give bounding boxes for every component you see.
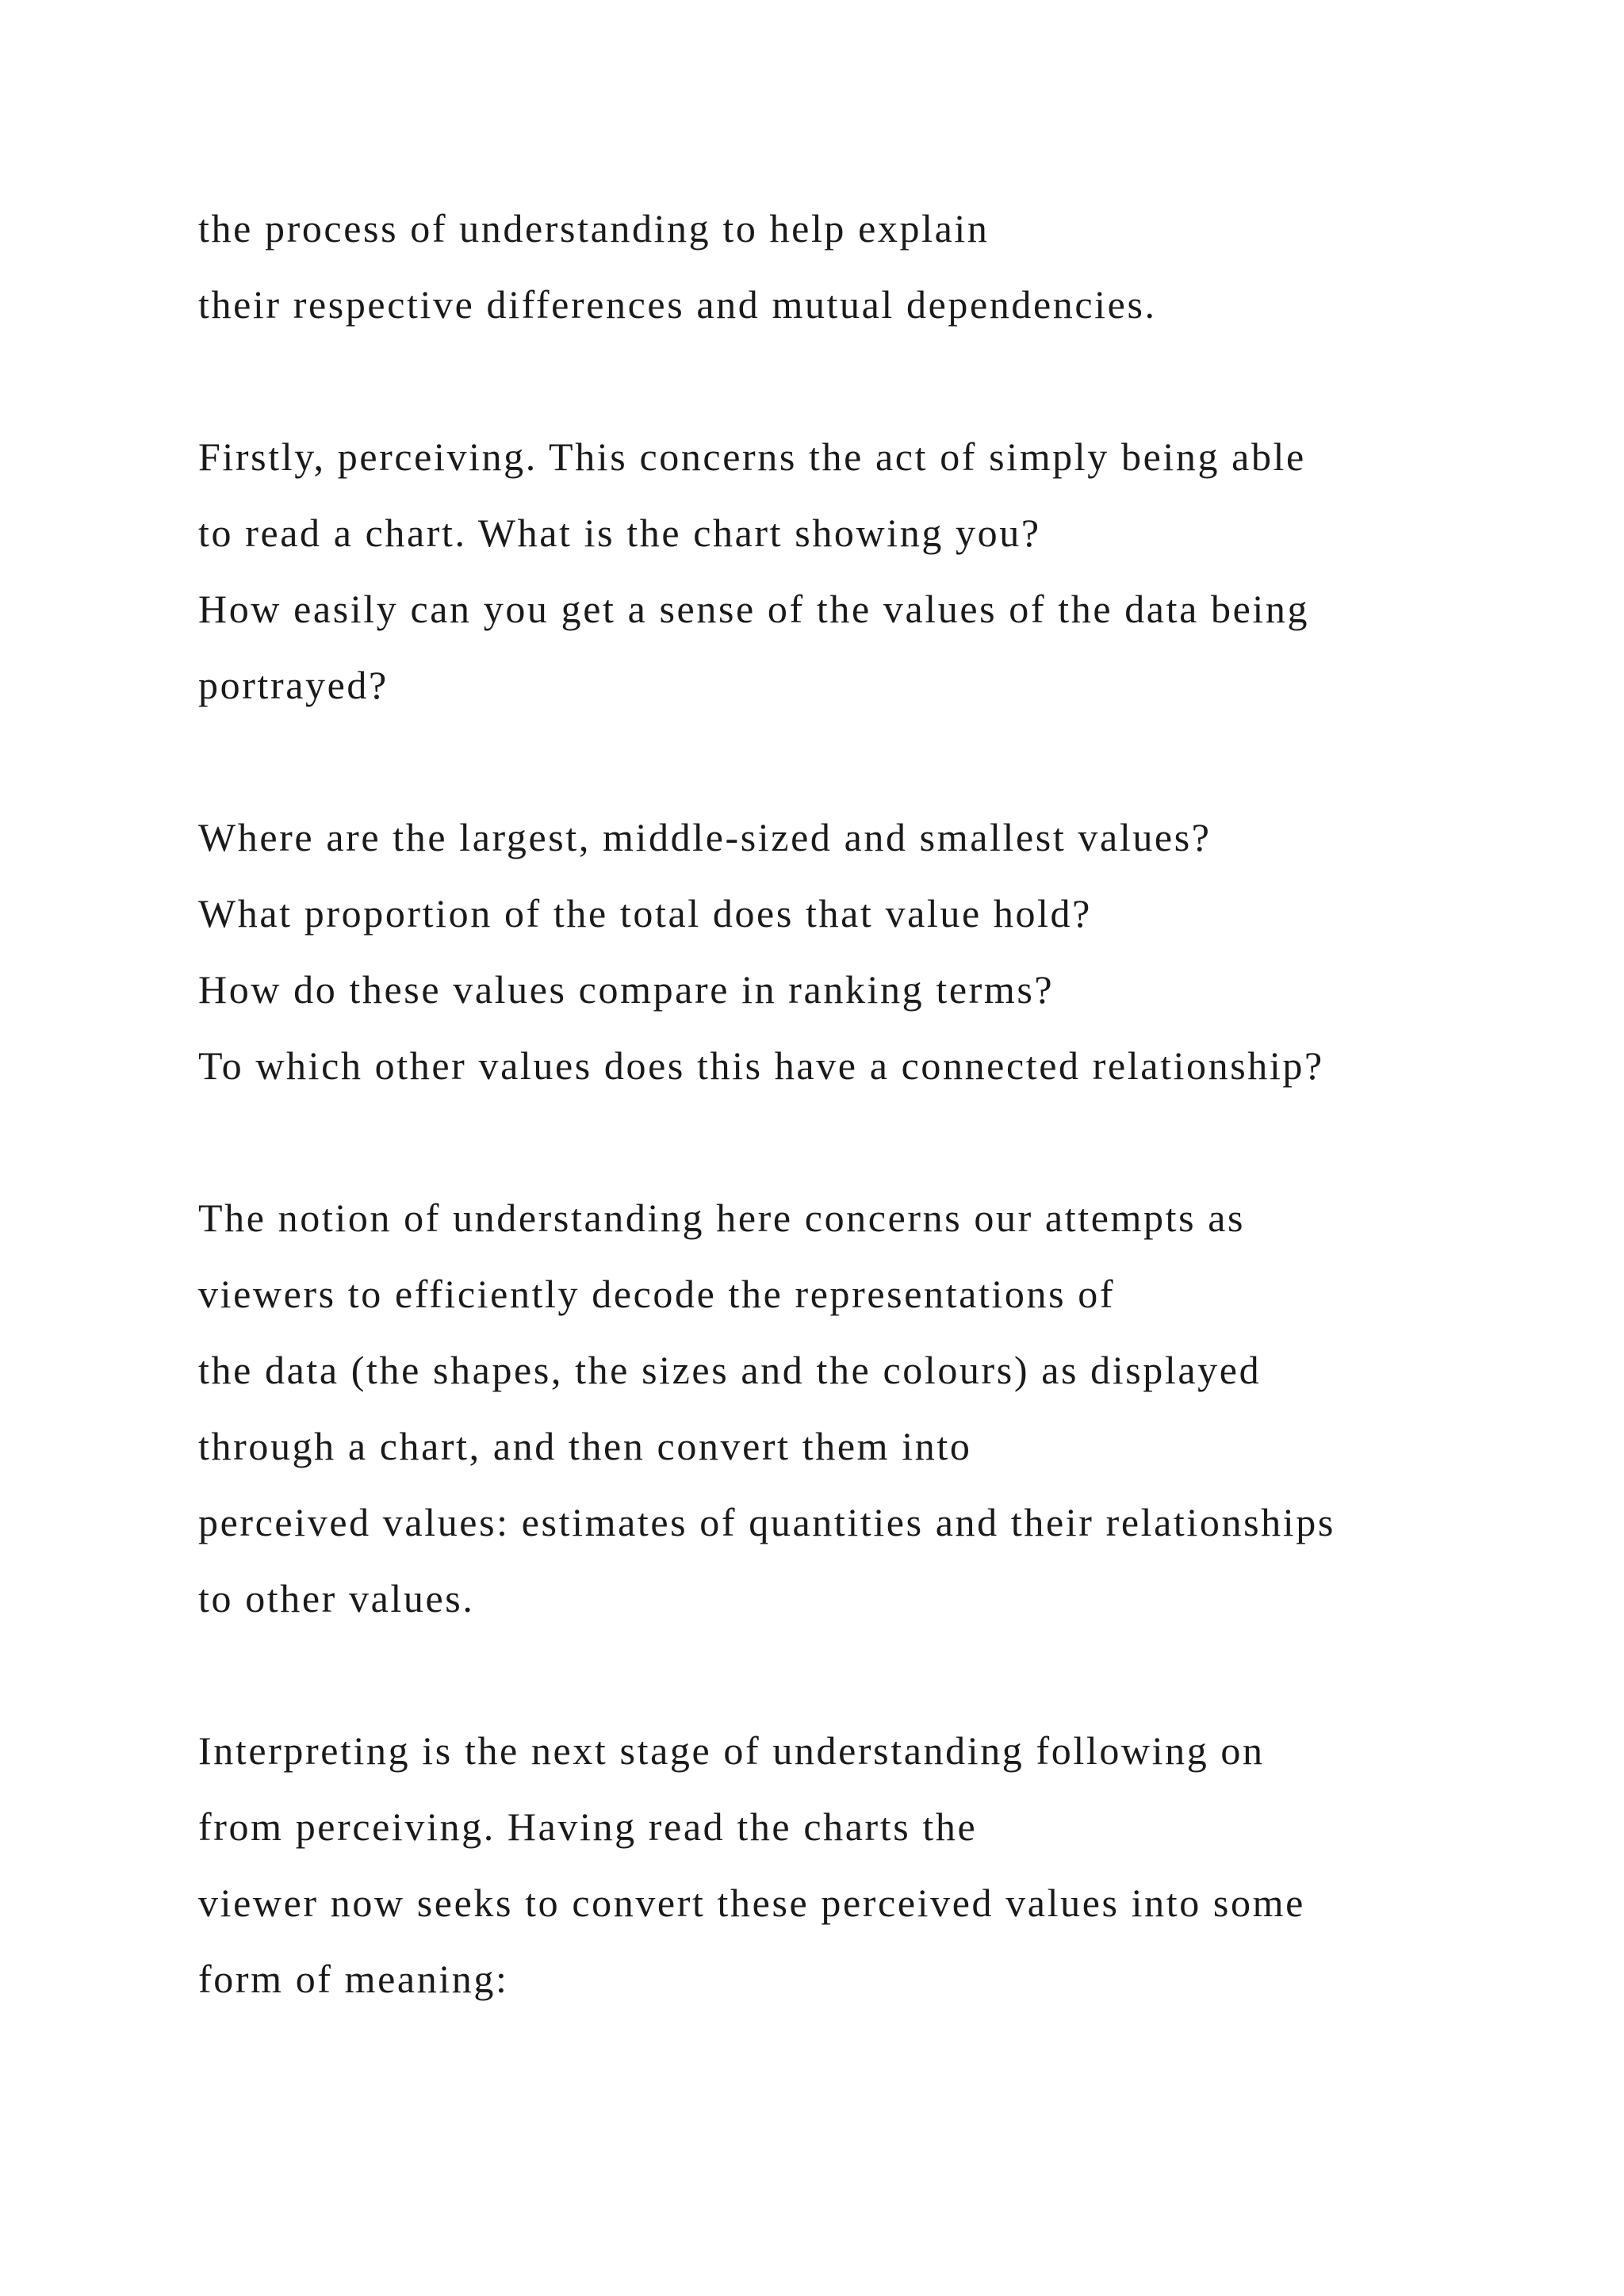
document-body <box>198 190 1507 2017</box>
text-line: perceived values: estimates of quantities and their relationships <box>198 1500 1335 1544</box>
paragraph-perceiving <box>198 419 1507 723</box>
text-line: To which other values does this have a connected relationship? <box>198 1043 1324 1088</box>
paragraph-interpreting <box>198 1712 1507 2017</box>
text-line: Interpreting is the next stage of understanding following on <box>198 1728 1265 1773</box>
paragraph-questions <box>198 799 1507 1104</box>
text-line: Where are the largest, middle-sized and smallest values? <box>198 815 1212 859</box>
paragraph-understanding <box>198 1180 1507 1636</box>
text-line: through a chart, and then convert them into <box>198 1424 972 1468</box>
text-line: viewer now seeks to convert these perceived values into some <box>198 1881 1305 1925</box>
text-line: Firstly, perceiving. This concerns the act of simply being able <box>198 434 1306 479</box>
text-line: to other values. <box>198 1576 475 1621</box>
paragraph-intro <box>198 190 1507 342</box>
text-line: the data (the shapes, the sizes and the colours) as displayed <box>198 1348 1262 1392</box>
text-line: viewers to efficiently decode the representations of <box>198 1272 1116 1316</box>
text-line: form of meaning: <box>198 1957 509 2001</box>
text-line: the process of understanding to help explain <box>198 206 990 251</box>
text-line: from perceiving. Having read the charts the <box>198 1804 978 1849</box>
text-line: How easily can you get a sense of the values of the data being <box>198 587 1310 631</box>
text-line: How do these values compare in ranking terms? <box>198 967 1055 1012</box>
text-line: their respective differences and mutual dependencies. <box>198 282 1157 327</box>
text-line: to read a chart. What is the chart showing you? <box>198 511 1041 555</box>
text-line: portrayed? <box>198 663 389 707</box>
text-line: The notion of understanding here concerns our attempts as <box>198 1196 1246 1240</box>
text-line: What proportion of the total does that value hold? <box>198 891 1092 936</box>
